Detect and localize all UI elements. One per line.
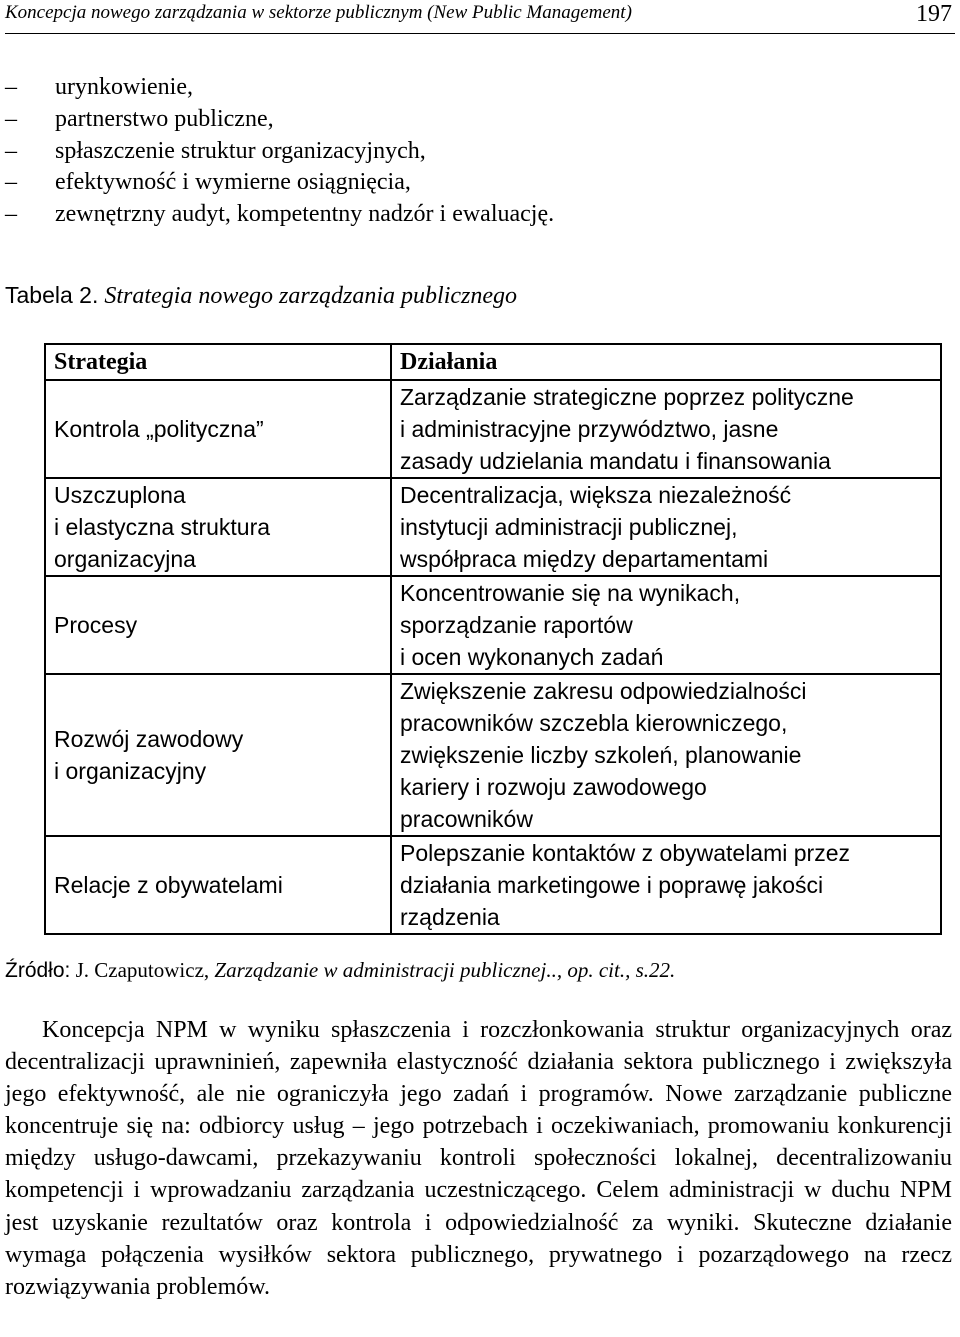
action-line: zasady udzielania mandatu i finansowania (400, 448, 831, 474)
action-line: pracowników (400, 806, 533, 832)
action-cell (391, 380, 941, 478)
strategy-line: i elastyczna struktura (54, 514, 271, 540)
strategy-cell (45, 478, 391, 576)
strategy-cell (45, 576, 391, 674)
source-title: Zarządzanie w administracji publicznej.., op. cit., s.22. (214, 958, 676, 982)
table-title: Strategia nowego zarządzania publicznego (104, 283, 518, 309)
strategy-text: Relacje z obywatelami (54, 872, 283, 898)
action-line: i ocen wykonanych zadań (400, 644, 664, 670)
strategy-text: Kontrola „polityczna” (54, 416, 264, 442)
action-line: Zwiększenie zakresu odpowiedzialności (400, 678, 807, 704)
table-source (5, 958, 675, 983)
running-title: Koncepcja nowego zarządzania w sektorze publicznym (New Public Management) (5, 2, 632, 23)
table-caption (5, 282, 517, 310)
action-line: i administracyjne przywództwo, jasne (400, 416, 779, 442)
action-line: zwiększenie liczby szkoleń, planowanie (400, 742, 802, 768)
action-cell (391, 674, 941, 836)
strategy-line: Uszczuplona (54, 482, 186, 508)
dash-bullet: – (5, 105, 17, 132)
list-item-text: urynkowienie, (55, 74, 193, 100)
header-actions: Działania (391, 344, 941, 380)
action-line: Zarządzanie strategiczne poprzez polityczne (400, 384, 854, 410)
body-paragraph: Koncepcja NPM w wyniku spłaszczenia i rozczłonkowania struktur organizacyjnych oraz decentralizacji uprawninień, zapewniła elastyczność działania sektora publicznego i zwiększyła jego efektywność, ale nie ograniczyła jego zadań i programów. Nowe zarządzanie publiczne koncentruje się na: odbiorcy usług – jego potrzebach i oczekiwaniach, promowaniu konkurencji między usługo-dawcami, przekazywaniu kontroli społeczności lokalnej, decentralizowaniu kompetencji i wprowadzaniu zarządzania uczestniczącego. Celem administracji w duchu NPM jest uzyskanie rezultatów oraz kontrola i odpowiedzialność za wyniki. Skuteczne działanie wymaga połączenia wysiłków sektora publicznego, prywatnego i pozarządowego na rzecz rozwiązywania problemów. (5, 1017, 952, 1300)
action-line: Decentralizacja, większa niezależność (400, 482, 792, 508)
action-line: współpraca między departamentami (400, 546, 769, 572)
action-line: kariery i rozwoju zawodowego (400, 774, 707, 800)
strategy-cell (45, 380, 391, 478)
strategy-text: Procesy (54, 612, 138, 638)
list-item-text: spłaszczenie struktur organizacyjnych, (55, 137, 426, 164)
list-item-text: zewnętrzny audyt, kompetentny nadzór i ewaluację. (55, 201, 555, 228)
action-line: pracowników szczebla kierowniczego, (400, 710, 788, 736)
strategy-line: Rozwój zawodowy (54, 726, 244, 752)
page-number: 197 (916, 1, 952, 27)
action-line: Koncentrowanie się na wynikach, (400, 580, 741, 606)
action-line: Polepszanie kontaktów z obywatelami przez (400, 840, 851, 866)
dash-bullet: – (5, 201, 17, 228)
action-line: sporządzanie raportów (400, 612, 633, 638)
dash-bullet: – (5, 137, 17, 164)
strategy-line: i organizacyjny (54, 758, 207, 784)
table-label: Tabela 2. (5, 282, 99, 308)
dash-bullet: – (5, 74, 17, 100)
dash-bullet: – (5, 169, 17, 196)
action-cell (391, 576, 941, 674)
action-line: rządzenia (400, 904, 500, 930)
table-row (45, 674, 941, 836)
strategy-cell (45, 674, 391, 836)
action-cell (391, 478, 941, 576)
table-row (45, 380, 941, 478)
strategy-line: organizacyjna (54, 546, 196, 572)
page-header (5, 0, 955, 34)
table-row (45, 836, 941, 934)
action-line: instytucji administracji publicznej, (400, 514, 738, 540)
header-strategy: Strategia (45, 344, 391, 380)
list-item-text: efektywność i wymierne osiągnięcia, (55, 169, 411, 196)
table-row (45, 478, 941, 576)
list-item-text: partnerstwo publiczne, (55, 105, 274, 132)
strategy-cell (45, 836, 391, 934)
table-header-row (45, 344, 941, 380)
action-line: działania marketingowe i poprawę jakości (400, 872, 824, 898)
strategy-table (44, 343, 942, 935)
source-label: Źródło: (5, 959, 71, 982)
table-row (45, 576, 941, 674)
source-author: J. Czaputowicz, (75, 958, 210, 982)
action-cell (391, 836, 941, 934)
